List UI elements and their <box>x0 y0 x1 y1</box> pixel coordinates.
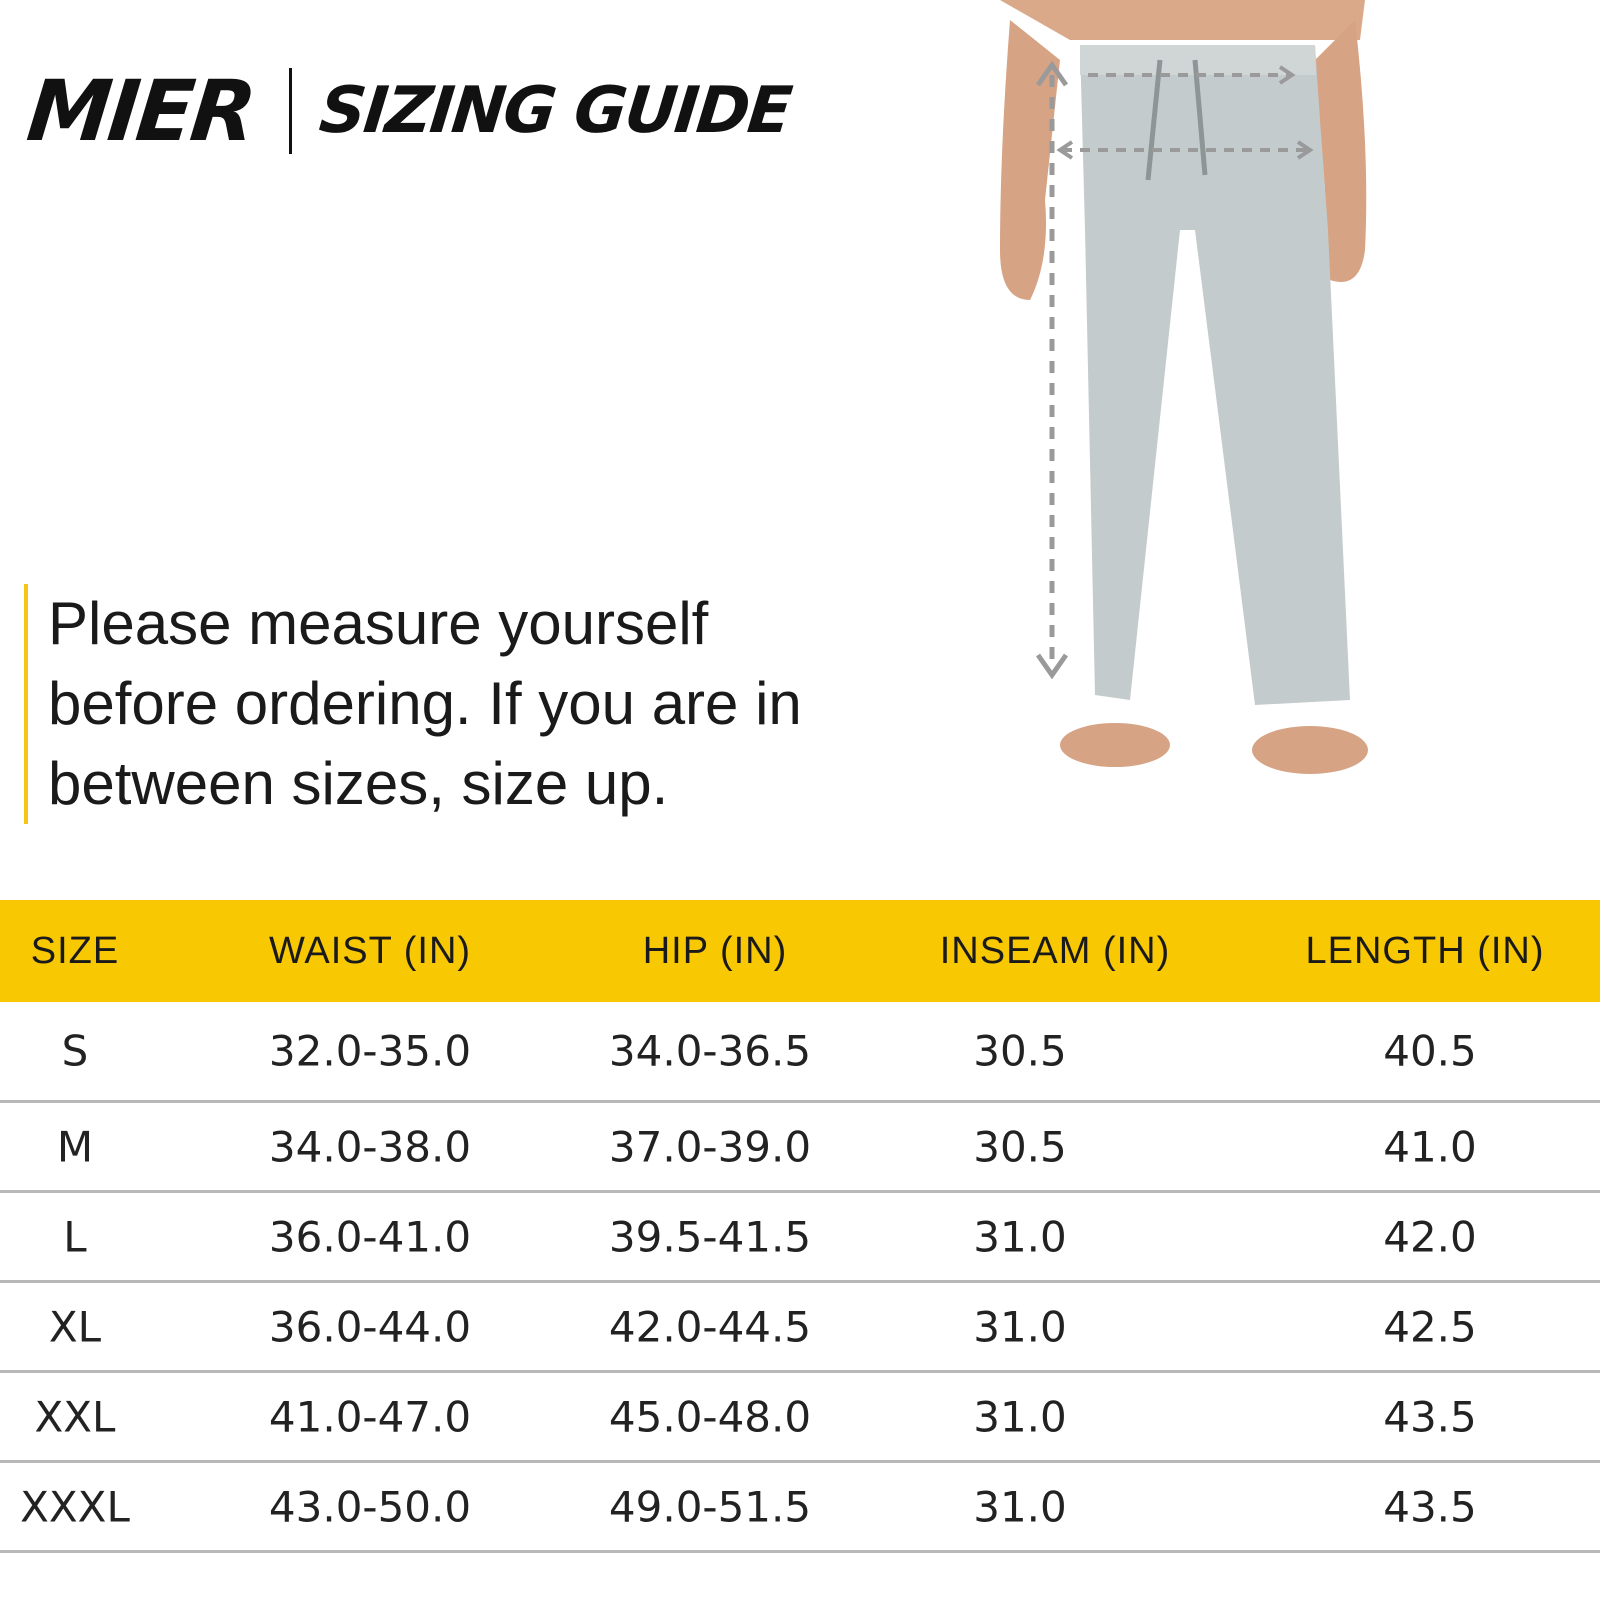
table-cell: 40.5 <box>1383 1026 1477 1076</box>
table-cell: 34.0-38.0 <box>268 1122 472 1171</box>
header-length: LENGTH (IN) <box>1305 929 1545 972</box>
page-title: SIZING GUIDE <box>316 74 794 148</box>
table-row <box>0 1002 1600 1103</box>
pants-measurement-icon <box>1000 0 1420 810</box>
table-cell: L <box>63 1212 87 1261</box>
brand-divider <box>289 68 292 154</box>
table-cell: 43.0-50.0 <box>268 1482 472 1531</box>
table-row <box>0 1373 1600 1463</box>
table-cell: 45.0-48.0 <box>608 1392 812 1441</box>
table-header <box>0 900 1600 1002</box>
table-cell: 36.0-41.0 <box>268 1212 472 1261</box>
table-cell: 30.5 <box>973 1026 1067 1076</box>
table-cell: 39.5-41.5 <box>608 1212 812 1261</box>
table-cell: 31.0 <box>973 1392 1067 1441</box>
table-cell: 49.0-51.5 <box>608 1482 812 1531</box>
sizing-note <box>24 584 868 824</box>
table-cell: M <box>56 1122 94 1171</box>
header-waist: WAIST (IN) <box>268 929 472 972</box>
table-cell: 31.0 <box>973 1482 1067 1531</box>
header-size: SIZE <box>30 929 120 972</box>
table-cell: 31.0 <box>973 1302 1067 1351</box>
table-row <box>0 1283 1600 1373</box>
header-inseam: INSEAM (IN) <box>939 929 1171 972</box>
table-cell: 36.0-44.0 <box>268 1302 472 1351</box>
header-hip: HIP (IN) <box>642 929 788 972</box>
table-row <box>0 1103 1600 1193</box>
table-cell: 43.5 <box>1383 1392 1477 1441</box>
table-cell: 32.0-35.0 <box>268 1026 472 1076</box>
table-cell: 37.0-39.0 <box>608 1122 812 1171</box>
table-body <box>0 1002 1600 1553</box>
table-cell: 42.5 <box>1383 1302 1477 1351</box>
sizing-note-text: Please measure yourself before ordering. If you are in between sizes, size up. <box>48 590 802 817</box>
table-cell: 31.0 <box>973 1212 1067 1261</box>
brand-logo: MIER <box>22 62 259 160</box>
table-cell: 43.5 <box>1383 1482 1477 1531</box>
table-row <box>0 1463 1600 1553</box>
table-cell: XXL <box>34 1392 116 1441</box>
size-table <box>0 900 1600 1553</box>
brand-header <box>22 62 794 160</box>
table-cell: 30.5 <box>973 1122 1067 1171</box>
table-cell: 41.0-47.0 <box>268 1392 472 1441</box>
table-cell: XXXL <box>20 1482 130 1531</box>
table-cell: 42.0 <box>1383 1212 1477 1261</box>
table-cell: 42.0-44.5 <box>608 1302 812 1351</box>
table-cell: S <box>61 1026 89 1076</box>
table-row <box>0 1193 1600 1283</box>
table-cell: 34.0-36.5 <box>608 1026 812 1076</box>
table-cell: 41.0 <box>1383 1122 1477 1171</box>
table-cell: XL <box>48 1302 102 1351</box>
